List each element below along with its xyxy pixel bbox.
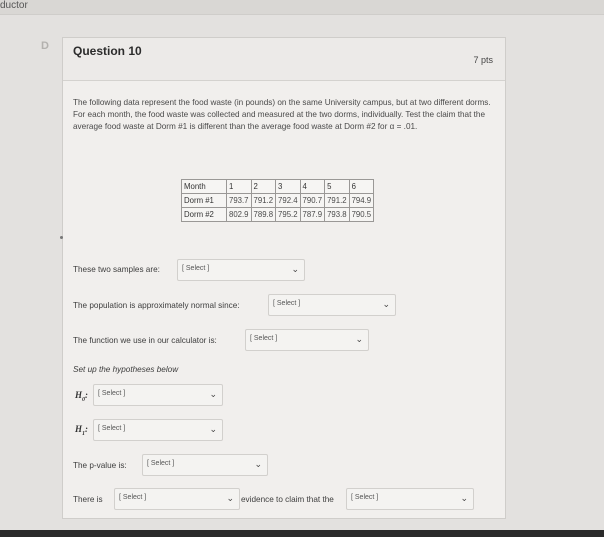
chevron-down-icon: ⌄: [460, 493, 468, 503]
evidence-label: evidence to claim that the: [241, 495, 334, 504]
question-text: The following data represent the food waste (in pounds) on the same University campus, but at two different dorms. For each month, the food waste was collected and measured at the two dorms, individually. Test the claim that the average food waste at Dorm #1 is different than the average food waste at Dorm #2 for α = .01.: [73, 98, 491, 131]
table-row: [182, 208, 374, 222]
table-header-cell: Month: [182, 180, 227, 194]
mouse-cursor-dot: [60, 236, 63, 239]
table-header-row: [182, 180, 374, 194]
tab-fragment-text: ductor: [0, 0, 28, 11]
h0-select[interactable]: [93, 384, 223, 406]
table-header-cell: 5: [325, 180, 350, 194]
pvalue-select[interactable]: [142, 454, 268, 476]
table-cell: 795.2: [276, 208, 301, 222]
population-label: The population is approximately normal since:: [73, 301, 240, 310]
function-select-value: [ Select ]: [250, 335, 278, 342]
chevron-down-icon: ⌄: [226, 493, 234, 503]
table-row: [182, 194, 374, 208]
table-cell: 790.7: [300, 194, 325, 208]
h1-label: $H_1$:: [75, 424, 89, 437]
pvalue-label: The p-value is:: [73, 461, 127, 470]
samples-select[interactable]: [177, 259, 305, 281]
hypotheses-label: Set up the hypotheses below: [73, 365, 179, 374]
table-cell: 793.7: [227, 194, 252, 208]
question-header: [63, 38, 505, 81]
samples-label: These two samples are:: [73, 265, 160, 274]
table-row-label: Dorm #2: [182, 208, 227, 222]
population-select-value: [ Select ]: [273, 300, 301, 307]
h0-label: $H_0$:: [75, 390, 89, 403]
claim-select[interactable]: [346, 488, 474, 510]
evidence-strength-select-value: [ Select ]: [119, 494, 147, 501]
question-title: Question 10: [73, 44, 142, 58]
h1-select-value: [ Select ]: [98, 425, 126, 432]
samples-select-value: [ Select ]: [182, 265, 210, 272]
flag-question-icon[interactable]: D: [41, 40, 49, 52]
table-cell: 787.9: [300, 208, 325, 222]
table-cell: 794.9: [349, 194, 374, 208]
function-label: The function we use in our calculator is:: [73, 336, 217, 345]
question-points: 7 pts: [473, 55, 493, 65]
chevron-down-icon: ⌄: [254, 459, 262, 469]
table-header-cell: 2: [251, 180, 276, 194]
h0-select-value: [ Select ]: [98, 390, 126, 397]
table-cell: 793.8: [325, 208, 350, 222]
table-header-cell: 1: [227, 180, 252, 194]
table-cell: 790.5: [349, 208, 374, 222]
table-cell: 789.8: [251, 208, 276, 222]
table-header-cell: 3: [276, 180, 301, 194]
chevron-down-icon: ⌄: [382, 299, 390, 309]
table-row-label: Dorm #1: [182, 194, 227, 208]
chevron-down-icon: ⌄: [355, 334, 363, 344]
pvalue-select-value: [ Select ]: [147, 460, 175, 467]
claim-select-value: [ Select ]: [351, 494, 379, 501]
chevron-down-icon: ⌄: [209, 424, 217, 434]
h1-select[interactable]: [93, 419, 223, 441]
table-cell: 802.9: [227, 208, 252, 222]
table-header-cell: 6: [349, 180, 374, 194]
table-cell: 791.2: [325, 194, 350, 208]
table-cell: 791.2: [251, 194, 276, 208]
there-is-label: There is: [73, 495, 103, 504]
question-card: [62, 37, 506, 519]
population-select[interactable]: [268, 294, 396, 316]
table-cell: 792.4: [276, 194, 301, 208]
chevron-down-icon: ⌄: [209, 389, 217, 399]
browser-top-bar: [0, 0, 604, 15]
evidence-strength-select[interactable]: [114, 488, 240, 510]
data-table: [181, 179, 374, 222]
chevron-down-icon: ⌄: [291, 264, 299, 274]
bottom-edge: [0, 530, 604, 537]
table-header-cell: 4: [300, 180, 325, 194]
function-select[interactable]: [245, 329, 369, 351]
